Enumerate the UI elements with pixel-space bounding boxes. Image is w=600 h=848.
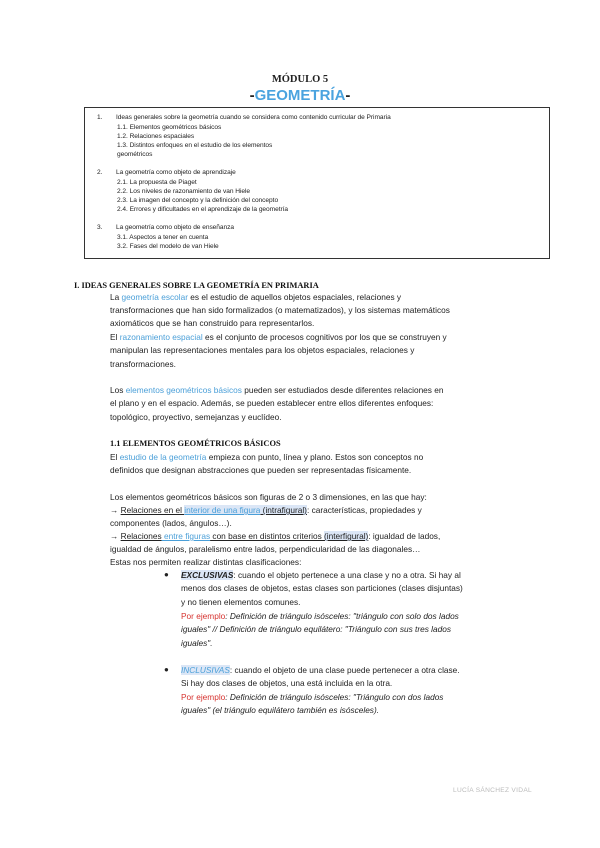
term-exclusivas: EXCLUSIVAS (181, 570, 234, 580)
paragraph-line: La geometría escolar es el estudio de aquellos objetos espaciales, relaciones y (110, 292, 402, 302)
paragraph-line: Estas nos permiten realizar distintas clasificaciones: (110, 557, 302, 567)
toc-sub-item: geométricos (117, 151, 153, 158)
paragraph-line: componentes (lados, ángulos…). (110, 518, 232, 528)
paragraph-line: Los elementos geométricos básicos pueden ser estudiados desde diferentes relaciones en (110, 385, 444, 395)
example-line: iguales" // Definición de triángulo equilátero: "Triángulo con sus tres lados (181, 624, 452, 634)
example-label: Por ejemplo (181, 692, 226, 702)
toc-item-2-number: 2. (97, 169, 103, 176)
paragraph-line: Si hay dos clases de objetos, una está incluida en la otra. (181, 678, 393, 688)
paragraph-line: menos dos clases de objetos, estas clases son particiones (clases disjuntas) (181, 583, 463, 593)
list-item: INCLUSIVAS: cuando el objeto de una clase puede pertenecer a otra clase. (181, 665, 460, 675)
toc-sub-item: 3.2. Fases del modelo de van Hiele (117, 243, 219, 250)
toc-item-3-number: 3. (97, 224, 103, 231)
bullet-icon: ● (164, 665, 169, 674)
toc-sub-item: 3.1. Aspectos a tener en cuenta (117, 234, 209, 241)
toc-sub-item: 2.3. La imagen del concepto y la definición del concepto (117, 197, 279, 204)
paragraph-line: y no tienen elementos comunes. (181, 597, 301, 607)
toc-sub-item: 1.2. Relaciones espaciales (117, 133, 195, 140)
example-label: Por ejemplo (181, 611, 226, 621)
subject-name: GEOMETRÍA (254, 87, 346, 104)
subsection-heading: 1.1 ELEMENTOS GEOMÉTRICOS BÁSICOS (110, 439, 281, 448)
dash-left: - (249, 87, 255, 104)
paragraph-line: manipulan las representaciones mentales para los objetos espaciales, relaciones y (110, 345, 415, 355)
paragraph-line: igualdad de ángulos, paralelismo entre lados, perpendicularidad de las diagonales… (110, 544, 421, 554)
toc-item-1-title: Ideas generales sobre la geometría cuando se considera como contenido curricular de Primaria (116, 114, 391, 121)
example-line: Por ejemplo: Definición de triángulo isósceles: "Triángulo con dos lados (181, 692, 444, 702)
paragraph-line: Los elementos geométricos básicos son figuras de 2 o 3 dimensiones, en las que hay: (110, 492, 427, 502)
term-geometria-escolar: geometría escolar (121, 292, 188, 302)
paragraph-line: topológico, proyectivo, semejanzas y euclídeo. (110, 412, 282, 422)
term-razonamiento-espacial: razonamiento espacial (119, 332, 203, 342)
author-footer: LUCÍA SÁNCHEZ VIDAL (453, 787, 532, 794)
table-of-contents (84, 107, 550, 259)
term-interfigural: (interfigural) (324, 531, 369, 541)
arrow-icon: → (110, 531, 119, 541)
toc-sub-item: 2.2. Los niveles de razonamiento de van Hiele (117, 188, 251, 195)
toc-sub-item: 2.4. Errores y dificultades en el aprendizaje de la geometría (117, 206, 289, 213)
example-line: iguales". (181, 638, 213, 648)
toc-item-3-title: La geometría como objeto de enseñanza (116, 224, 235, 231)
toc-sub-item: 2.1. La propuesta de Piaget (117, 179, 197, 186)
list-item: EXCLUSIVAS: cuando el objeto pertenece a una clase y no a otra. Si hay al (181, 570, 461, 580)
toc-item-1-number: 1. (97, 114, 103, 121)
paragraph-line: axiomáticos que se han construido para representarlos. (110, 318, 315, 328)
module-title: MÓDULO 5 (271, 74, 329, 85)
toc-item-2-title: La geometría como objeto de aprendizaje (116, 169, 236, 176)
paragraph-line: transformaciones que han sido formalizados (o matematizados), y los sistemas matemáticos (110, 305, 450, 315)
dash-right: - (345, 87, 351, 104)
relation-line: → Relaciones en el interior de una figura (intrafigural): características, propiedades y (110, 505, 422, 515)
paragraph-line: el plano y en el espacio. Además, se pueden establecer entre ellos diferentes enfoques: (110, 398, 434, 408)
paragraph-line: El estudio de la geometría empieza con punto, línea y plano. Estos son conceptos no (110, 452, 424, 462)
toc-sub-item: 1.3. Distintos enfoques en el estudio de los elementos (117, 142, 273, 149)
term-intrafigural: (intrafigural) (260, 505, 307, 515)
example-line: Por ejemplo: Definición de triángulo isósceles: "triángulo con solo dos lados (181, 611, 459, 621)
bullet-icon: ● (164, 570, 169, 579)
relation-line: → Relaciones entre figuras con base en distintos criterios (interfigural): igualdad de lados, (110, 531, 441, 541)
example-line: iguales" (el triángulo equilátero también es isósceles). (181, 705, 380, 715)
paragraph-line: definidos que designan abstracciones que pueden ser representadas físicamente. (110, 465, 412, 475)
term-estudio-geometria: estudio de la geometría (119, 452, 207, 462)
term-elementos-geometricos: elementos geométricos básicos (125, 385, 242, 395)
subject-title (0, 87, 600, 104)
paragraph-line: transformaciones. (110, 359, 176, 369)
arrow-icon: → (110, 505, 119, 515)
term-inclusivas: INCLUSIVAS (181, 665, 230, 675)
term-interior-figura: interior de una figura (184, 505, 261, 515)
term-entre-figuras: entre figuras (161, 531, 211, 541)
section-heading: I. IDEAS GENERALES SOBRE LA GEOMETRÍA EN PRIMARIA (74, 281, 319, 290)
toc-sub-item: 1.1. Elementos geométricos básicos (117, 124, 222, 131)
paragraph-line: El razonamiento espacial es el conjunto de procesos cognitivos por los que se construyen y (110, 332, 447, 342)
